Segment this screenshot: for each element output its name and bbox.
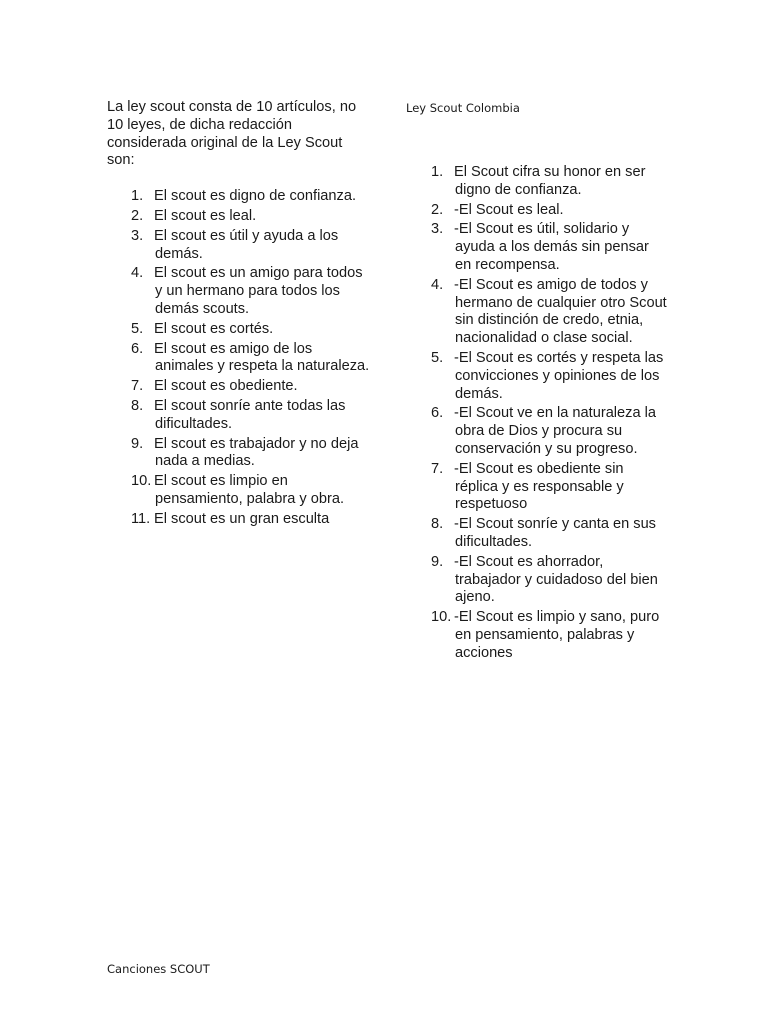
item-text: El scout es trabajador y no deja nada a medias. [154,435,359,470]
item-number: 8. [431,516,444,533]
item-text: El scout es un gran esculta [154,510,330,527]
list-item [131,321,372,339]
list-item [431,516,668,552]
item-number: 5. [431,349,444,366]
list-item [131,341,372,377]
section-title: Ley Scout Colombia [406,101,520,115]
item-number: 4. [131,265,144,282]
left-law-list [107,188,372,528]
list-item [431,609,668,662]
item-number: 1. [131,188,144,205]
list-item [431,461,668,514]
item-number: 7. [431,460,444,477]
item-text: -El Scout es limpio y sano, puro en pensamiento, palabras y acciones [454,609,660,661]
list-item [431,202,668,220]
item-number: 9. [131,435,144,452]
item-text: -El Scout es útil, solidario y ayuda a los demás sin pensar en recompensa. [454,221,649,273]
list-item [431,164,668,200]
item-text: -El Scout es obediente sin réplica y es responsable y respetuoso [454,460,624,513]
list-item [131,228,372,264]
list-item [131,511,372,529]
item-text: El scout es amigo de los animales y respeta la naturaleza. [154,340,370,375]
item-number: 1. [431,164,444,180]
item-text: -El Scout sonríe y canta en sus dificultades. [454,516,656,550]
page-footer: Canciones SCOUT [107,962,210,976]
item-text: El scout es digno de confianza. [154,188,357,205]
item-number: 10. [431,609,452,626]
list-item [131,436,372,472]
list-item [131,265,372,318]
list-item [431,221,668,274]
item-number: 6. [131,340,144,357]
item-number: 2. [431,201,444,218]
item-number: 2. [131,207,144,224]
list-item [431,350,668,403]
item-number: 3. [431,221,444,238]
list-item [131,378,372,396]
item-text: El scout es leal. [154,207,257,224]
item-text: El scout es cortés. [154,320,274,337]
item-text: El scout es obediente. [154,378,298,395]
list-item [431,277,668,348]
item-number: 7. [131,378,144,395]
item-text: El scout es limpio en pensamiento, palabra y obra. [154,473,345,507]
item-number: 8. [131,397,144,414]
list-item [431,405,668,458]
item-text: El scout sonríe ante todas las dificultades. [154,397,346,432]
intro-paragraph: La ley scout consta de 10 artículos, no 10 leyes, de dicha redacción considerada original de la Ley Scout son: [107,99,357,169]
list-item [131,398,372,434]
item-number: 3. [131,227,144,244]
list-item [131,208,372,226]
item-text: El Scout cifra su honor en ser digno de confianza. [454,164,646,198]
item-text: -El Scout es amigo de todos y hermano de cualquier otro Scout sin distinción de credo, etnia, nacionalidad o clase social. [454,276,667,347]
left-column [107,99,372,531]
item-number: 10. [131,473,152,490]
right-law-list [406,164,668,663]
list-item [131,473,372,509]
item-number: 6. [431,405,444,422]
item-text: -El Scout es leal. [454,201,564,218]
item-number: 9. [431,553,444,570]
item-text: -El Scout es ahorrador, trabajador y cuidadoso del bien ajeno. [454,553,658,606]
right-column [406,100,668,665]
item-text: El scout es un amigo para todos y un hermano para todos los demás scouts. [154,265,363,317]
list-item [431,554,668,607]
item-text: -El Scout ve en la naturaleza la obra de Dios y procura su conservación y su progreso. [454,405,656,457]
item-text: -El Scout es cortés y respeta las convicciones y opiniones de los demás. [454,349,664,402]
item-number: 11. [131,510,151,527]
list-item [131,188,372,206]
item-number: 4. [431,276,444,293]
item-text: El scout es útil y ayuda a los demás. [154,227,339,262]
item-number: 5. [131,320,144,337]
